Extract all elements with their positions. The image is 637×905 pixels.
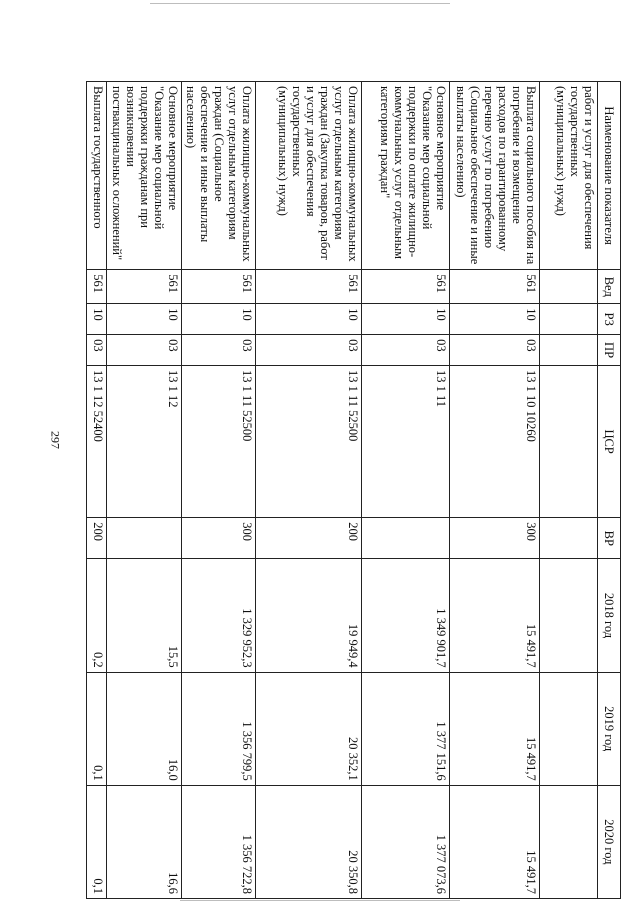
cell-csr: 13 1 12 <box>107 365 181 517</box>
cell-rz: 10 <box>181 304 255 335</box>
table-row <box>181 82 255 899</box>
header-rz: РЗ <box>598 304 621 335</box>
cell-2019: 1 356 799,5 <box>181 672 255 785</box>
cell-pr: 03 <box>87 335 107 366</box>
cell-ved: 561 <box>107 270 181 304</box>
cell-pr <box>539 335 597 366</box>
cell-2019: 1 377 151,6 <box>361 672 450 785</box>
cell-2020: 1 356 722,8 <box>181 785 255 898</box>
cell-2019: 15 491,7 <box>450 672 540 785</box>
cell-ved: 561 <box>181 270 255 304</box>
cell-2018: 1 329 952,3 <box>181 559 255 672</box>
cell-pr: 03 <box>361 335 450 366</box>
cell-name: Оплата жилищно-коммунальных услуг отдельным категориям граждан (Закупка товаров, работ и услуг для обеспечения государственных (муниципальных) нужд) <box>256 82 362 270</box>
cell-2018: 1 349 901,7 <box>361 559 450 672</box>
cell-rz: 10 <box>256 304 362 335</box>
cell-2020: 0,1 <box>87 785 107 898</box>
budget-table <box>86 81 621 899</box>
scan-edge-top <box>150 3 450 4</box>
cell-ved: 561 <box>361 270 450 304</box>
cell-csr: 13 1 11 52500 <box>256 365 362 517</box>
cell-2019 <box>539 672 597 785</box>
cell-rz: 10 <box>87 304 107 335</box>
cell-2018: 15,5 <box>107 559 181 672</box>
cell-2020: 15 491,7 <box>450 785 540 898</box>
cell-csr: 13 1 12 52400 <box>87 365 107 517</box>
cell-2019: 16,0 <box>107 672 181 785</box>
scan-edge-bottom <box>180 900 460 901</box>
table-row <box>107 82 181 899</box>
cell-vr: 200 <box>256 518 362 559</box>
cell-2020: 20 350,8 <box>256 785 362 898</box>
cell-vr <box>361 518 450 559</box>
cell-name: Выплата социального пособия на погребение и возмещение расходов по гарантированному перечню услуг по погребению (Социальное обеспечение и иные выплаты населению) <box>450 82 540 270</box>
cell-rz <box>539 304 597 335</box>
cell-vr: 200 <box>87 518 107 559</box>
table-row <box>256 82 362 899</box>
header-vr: ВР <box>598 518 621 559</box>
cell-rz: 10 <box>107 304 181 335</box>
cell-vr: 300 <box>181 518 255 559</box>
cell-ved <box>539 270 597 304</box>
cell-2020: 1 377 073,6 <box>361 785 450 898</box>
cell-vr <box>107 518 181 559</box>
table-row <box>361 82 450 899</box>
cell-name: Основное мероприятие "Оказание мер социальной поддержки по оплате жилищно-коммунальных услуг отдельным категориям граждан" <box>361 82 450 270</box>
cell-vr <box>539 518 597 559</box>
header-pr: ПР <box>598 335 621 366</box>
rotated-page <box>86 81 621 899</box>
cell-name: Оплата жилищно-коммунальных услуг отдельным категориям граждан (Социальное обеспечение и иные выплаты населению) <box>181 82 255 270</box>
header-name: Наименование показателя <box>598 82 621 270</box>
header-2018: 2018 год <box>598 559 621 672</box>
cell-ved: 561 <box>256 270 362 304</box>
header-csr: ЦСР <box>598 365 621 517</box>
cell-pr: 03 <box>450 335 540 366</box>
cell-ved: 561 <box>87 270 107 304</box>
cell-ved: 561 <box>450 270 540 304</box>
cell-csr: 13 1 10 10260 <box>450 365 540 517</box>
cell-2018 <box>539 559 597 672</box>
cell-pr: 03 <box>107 335 181 366</box>
cell-2019: 20 352,1 <box>256 672 362 785</box>
header-ved: Вед <box>598 270 621 304</box>
cell-2020 <box>539 785 597 898</box>
cell-name: работ и услуг для обеспечения государственных (муниципальных) нужд) <box>539 82 597 270</box>
cell-2018: 0,2 <box>87 559 107 672</box>
table-row <box>87 82 107 899</box>
table-row <box>539 82 597 899</box>
cell-rz: 10 <box>450 304 540 335</box>
cell-pr: 03 <box>181 335 255 366</box>
cell-rz: 10 <box>361 304 450 335</box>
cell-2018: 19 949,4 <box>256 559 362 672</box>
header-2019: 2019 год <box>598 672 621 785</box>
cell-pr: 03 <box>256 335 362 366</box>
cell-csr: 13 1 11 52500 <box>181 365 255 517</box>
cell-csr: 13 1 11 <box>361 365 450 517</box>
cell-2018: 15 491,7 <box>450 559 540 672</box>
page-number: 297 <box>48 431 63 449</box>
header-2020: 2020 год <box>598 785 621 898</box>
cell-2020: 16,6 <box>107 785 181 898</box>
cell-name: Основное мероприятие "Оказание мер социальной поддержки гражданам при возникновении поствакцинальных осложнений" <box>107 82 181 270</box>
cell-csr <box>539 365 597 517</box>
cell-name: Выплата государственного <box>87 82 107 270</box>
table-row <box>450 82 540 899</box>
cell-vr: 300 <box>450 518 540 559</box>
table-header-row <box>598 82 621 899</box>
cell-2019: 0,1 <box>87 672 107 785</box>
